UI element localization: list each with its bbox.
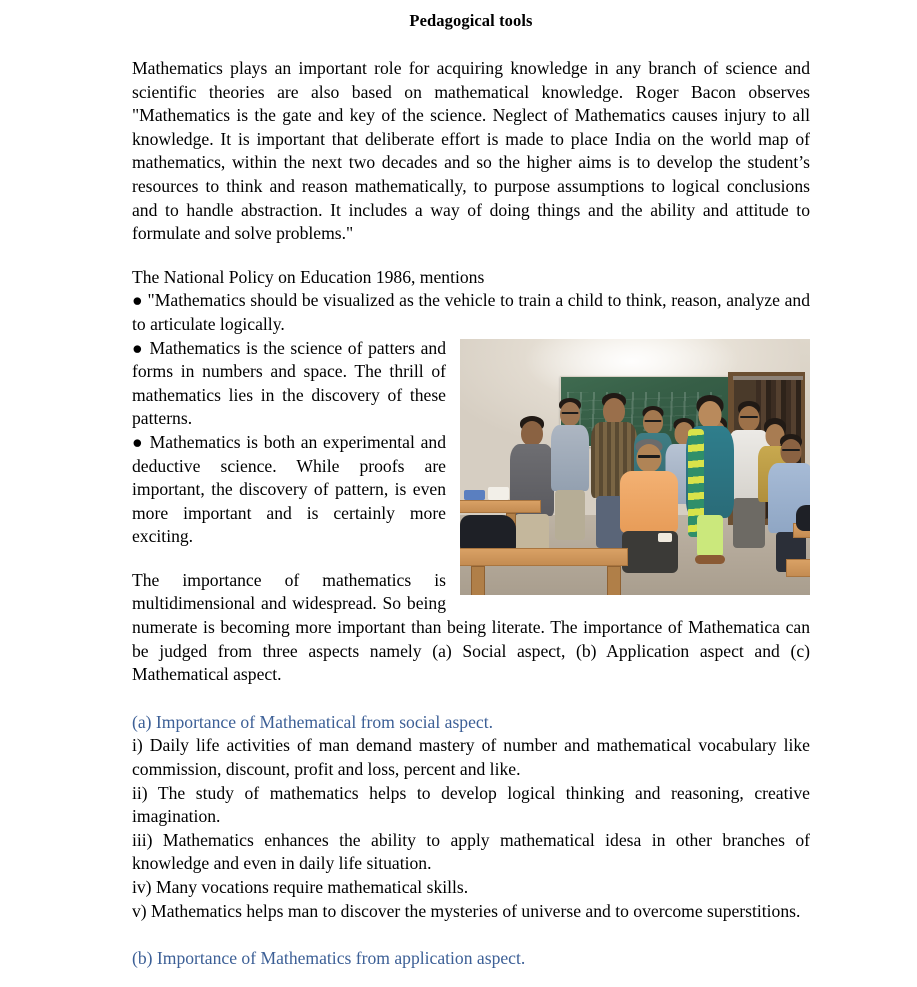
section-a-item-4: iv) Many vocations require mathematical skills.: [132, 877, 469, 897]
person-woman-teal: [682, 397, 738, 576]
section-heading-b: (b) Importance of Mathematics from application aspect.: [132, 948, 526, 969]
bullet-item-2: ● Mathematics is the science of patters and forms in numbers and space. The thrill of mathematics lies in the discovery of these patterns.: [132, 337, 446, 429]
section-a-item-1: i) Daily life activities of man demand mastery of number and mathematical vocabulary like commission, discount, profit and loss, percent and like.: [132, 735, 810, 780]
paragraph-policy-lead: The National Policy on Education 1986, mentions: [132, 266, 485, 287]
paper-on-desk: [488, 487, 509, 500]
book-on-desk: [464, 490, 485, 500]
desk-left-front-leg-a: [471, 566, 485, 594]
curtain-rod: [733, 376, 803, 380]
paragraph-intro: Mathematics plays an important role for acquiring knowledge in any branch of science and scientific theories are also based on mathematical knowledge. Roger Bacon observes "Mathematics is the gate and key of the science. Neglect of Mathematics causes injury to all knowledge. It is important that deliberate effort is made to place India on the world map of mathematics, within the next two decades and so the higher aims is to develop the student’s resources to think and reason mathematically, to purpose assumptions to logical conclusions and to handle abstraction. It includes a way of doing things and the ability and attitude to formulate and solve problems.": [132, 58, 810, 244]
bullet-item-3: ● Mathematics is both an experimental and deductive science. While proofs are important, the discovery of pattern, is even more important and is certainly more exciting.: [132, 431, 446, 547]
desk-left-back: [460, 500, 541, 513]
desk-right-front: [786, 559, 811, 577]
section-heading-a: (a) Importance of Mathematical from social aspect.: [132, 711, 493, 732]
section-a-item-5: v) Mathematics helps man to discover the mysteries of universe and to overcome superstitions.: [132, 900, 801, 921]
bag-right: [796, 505, 810, 531]
page-content: [132, 0, 810, 971]
page-title: Pedagogical tools: [409, 11, 533, 30]
desk-left-front: [460, 548, 628, 566]
classroom-group-photo: [460, 339, 810, 595]
desk-left-front-leg-b: [607, 566, 621, 594]
section-a-item-3: iii) Mathematics enhances the ability to apply mathematical idesa in other branches of knowledge and even in daily life situation.: [132, 829, 810, 874]
bullet-item-1: ● "Mathematics should be visualized as the vehicle to train a child to think, reason, analyze and to articulate logically.: [132, 290, 810, 334]
section-a-item-2: ii) The study of mathematics helps to develop logical thinking and reasoning, creative imagination.: [132, 782, 810, 827]
person-back-2: [548, 400, 594, 548]
paragraph-importance: The importance of mathematics is multidimensional and widespread. So being numerate is becoming more important than being literate. The importance of Mathematica can be judged from three aspects namely (a) Social aspect, (b) Application aspect and (c) Mathematical aspect.: [132, 569, 810, 685]
